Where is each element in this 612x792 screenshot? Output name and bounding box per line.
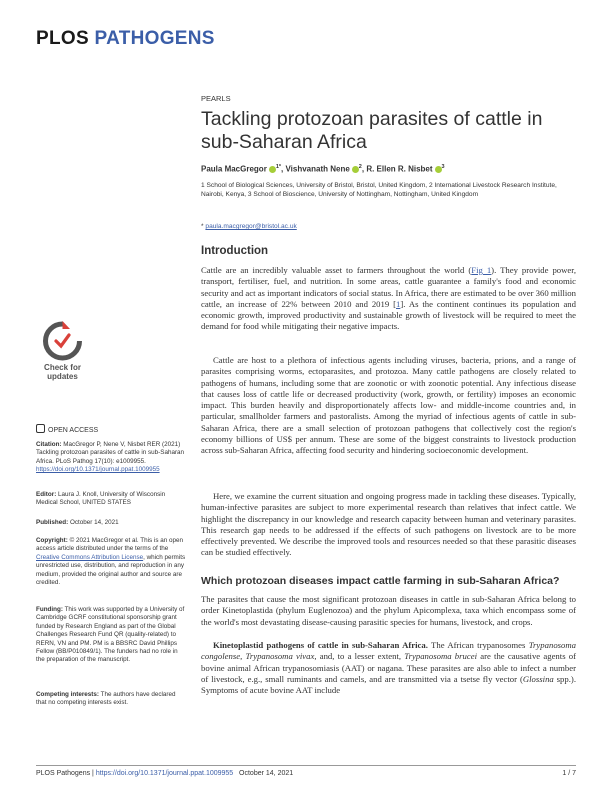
citation-text: MacGregor P, Nene V, Nisbet RER (2021) Tackling protozoan parasites of cattle in sub-Saharan Africa. PLoS Pathog 17(10): e1009955.	[36, 441, 185, 465]
editor-text: Laura J. Knoll, University of Wisconsin Medical School, UNITED STATES	[36, 491, 166, 507]
citation-label: Citation:	[36, 441, 62, 448]
journal-logo-part1: PLOS	[36, 28, 89, 49]
author-list: Paula MacGregor $^{1*}$, Vishvanath Nene $^2$, R. Ellen R. Nisbet $^3$	[201, 164, 445, 174]
author-name[interactable]: R. Ellen R. Nisbet	[366, 164, 433, 174]
reference-link[interactable]: 1	[396, 298, 401, 309]
section-heading-introduction: Introduction	[201, 245, 269, 257]
copyright-block: Copyright: © 2021 MacGregor et al. This is an open access article distributed under the terms of the Creative Commons Attribution License, which permits unrestricted use, distribution, and reproduction in any medium, provided the original author and source are credited.	[36, 537, 186, 587]
check-for-updates-badge[interactable]	[36, 321, 89, 383]
funding-block	[36, 606, 186, 665]
orcid-icon[interactable]	[435, 166, 442, 173]
published-date: October 14, 2021	[69, 519, 119, 526]
journal-logo	[36, 28, 215, 50]
competing-interests-text: The authors have declared that no competing interests exist.	[36, 691, 176, 707]
author-name[interactable]: Paula MacGregor	[201, 164, 267, 174]
badge-text-line2: updates	[47, 372, 78, 381]
footer-date: October 14, 2021	[239, 770, 294, 777]
footer-divider	[36, 765, 576, 766]
check-for-updates-icon	[36, 321, 89, 383]
author-affiliation-mark: 1*	[275, 164, 282, 170]
journal-logo-part2: PATHOGENS	[94, 28, 215, 49]
copyright-label: Copyright:	[36, 537, 68, 544]
page-number: 1 / 7	[562, 770, 576, 777]
section-heading-protozoan-diseases: Which protozoan diseases impact cattle farming in sub-Saharan Africa?	[201, 575, 560, 587]
funding-label: Funding:	[36, 606, 63, 613]
section2-paragraph-1: The parasites that cause the most significant protozoan diseases in cattle in sub-Saharan Africa belong to order Kinetoplastida (phylum Euglenozoa) and the phylum Apicomplexa, taxa which encompass some of the world's most devastating disease-causing parasitic species for humans, livestock, and crops.	[201, 594, 576, 627]
subsection-heading: Kinetoplastid pathogens of cattle in sub-Saharan Africa.	[213, 640, 428, 650]
corresponding-email	[201, 223, 297, 230]
article-title: Tackling protozoan parasites of cattle in sub-Saharan Africa	[201, 108, 543, 153]
badge-text-line1: Check for	[44, 363, 81, 372]
author-affiliation-mark: 2	[358, 164, 362, 170]
email-marker: *	[201, 223, 204, 230]
intro-paragraph-3: Here, we examine the current situation and ongoing progress made in tackling these diseases. Typically, human-infective parasites are subject to more experimental research than relatives that infect cattle. We highlight the discrepancy in our knowledge and research capacity between human and veterinary parasites. This research gap needs to be addressed if the effects of such pathogens on livestock are to be more effectively prevented. We describe the improved tools and resources needed so that these parasitic diseases can be studied effectively.	[201, 491, 576, 558]
competing-interests-block	[36, 691, 186, 708]
footer-doi-link[interactable]: https://doi.org/10.1371/journal.ppat.1009955	[95, 770, 234, 777]
orcid-icon[interactable]	[352, 166, 359, 173]
citation-doi-link[interactable]: https://doi.org/10.1371/journal.ppat.1009955	[36, 466, 160, 474]
orcid-icon[interactable]	[269, 166, 276, 173]
section2-paragraph-2: Kinetoplastid pathogens of cattle in sub-Saharan Africa. The African trypanosomes Trypanosoma congolense, Trypanosoma vivax, and, to a lesser extent, Trypanosoma brucei are the causative agents of bovine animal African trypanosomiasis (AAT) or nagana. These parasites are also able to infect a number of livestock, e.g., small ruminants and camels, and are transmitted via a tsetse fly vector (Glossina spp.). Symptoms of acute bovine AAT include	[201, 640, 577, 696]
article-type: PEARLS	[201, 94, 231, 103]
published-block	[36, 519, 186, 527]
figure-link[interactable]: Fig 1	[471, 265, 492, 275]
affiliations: 1 School of Biological Sciences, University of Bristol, Bristol, United Kingdom, 2 International Livestock Research Institute, Nairobi, Kenya, 3 School of Bioscience, University of Nottingham, Nottingham, United Kingdom	[201, 182, 557, 198]
footer-journal: PLOS Pathogens	[36, 770, 91, 777]
author-name[interactable]: Vishvanath Nene	[285, 164, 350, 174]
intro-paragraph-1: Cattle are an incredibly valuable asset to farmers throughout the world (Fig 1). They provide power, transport, fertiliser, fuel, and nutrition. In some areas, cattle guarantee a family's food and economic security and act as important indicators of social status. In Africa, there are estimated to be over 360 million cattle, an increase of 22% between 2010 and 2019 [1]. As the continent continues its population and economic growth, improved productivity and sustainable growth of livestock will be required to meet the demand for food while mitigating their negative impacts.	[201, 265, 576, 332]
editor-label: Editor:	[36, 491, 57, 498]
funding-text: This work was supported by a University of Cambridge GCRF constitutional sponsorship grant funded by Research England as part of the Global Challenges Research Fund QR (quality-related) to RERN, VN and PM. PM is a BBSRC David Phillips Fellow (BB/P010849/1). The funders had no role in the preparation of the manuscript.	[36, 606, 185, 664]
email-link[interactable]: paula.macgregor@bristol.ac.uk	[205, 223, 297, 230]
open-access-label: OPEN ACCESS	[36, 424, 98, 434]
author-affiliation-mark: 3	[441, 164, 445, 170]
published-label: Published:	[36, 519, 69, 526]
intro-paragraph-2: Cattle are host to a plethora of infectious agents including viruses, bacteria, prions, and a range of parasites comprising worms, ectoparasites, and protozoa. Many cattle pathogens are closely related to pathogens of humans, including some that are zoonotic or with zoonotic potential. Any infectious disease that causes loss of cattle life or decreased productivity (work, growth, or fertility) imposes an economic impact. This burden heavily and disproportionately affects low- and middle-income countries and, in particular, smallholder farmers and pastoralists. Among the myriad of infectious agents of cattle in sub-Saharan Africa, there are a small selection of protozoan pathogens that collectively cost the region's economy billions of US$ per annum. These are some of the biggest constraints to livestock production across sub-Saharan Africa, affecting food security and hindering socioeconomic development.	[201, 355, 576, 456]
citation-block	[36, 441, 186, 475]
open-lock-icon	[36, 424, 45, 433]
page-footer: PLOS Pathogens | https://doi.org/10.1371/journal.ppat.1009955 October 14, 2021	[36, 770, 294, 777]
competing-interests-label: Competing interests:	[36, 691, 99, 698]
license-link[interactable]: Creative Commons Attribution License	[36, 553, 144, 561]
editor-block	[36, 491, 186, 508]
